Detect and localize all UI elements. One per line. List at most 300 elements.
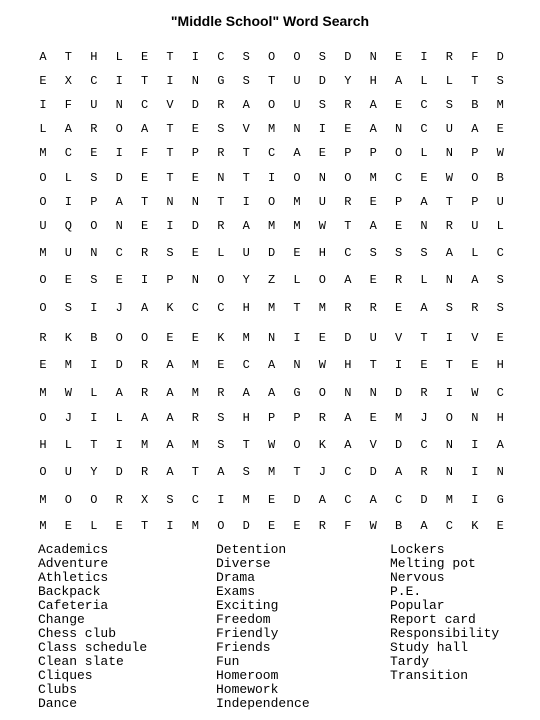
grid-letter: E bbox=[394, 301, 403, 315]
grid-letter: M bbox=[369, 171, 377, 185]
grid-letter: S bbox=[217, 122, 225, 136]
grid-letter: D bbox=[191, 98, 199, 112]
grid-letter: E bbox=[115, 273, 123, 287]
grid-letter: C bbox=[140, 98, 149, 112]
grid-letter: C bbox=[420, 438, 428, 452]
grid-letter: L bbox=[90, 386, 98, 400]
grid-letter: I bbox=[90, 411, 98, 425]
grid-letter: F bbox=[344, 519, 352, 533]
grid-letter: X bbox=[64, 74, 72, 88]
grid-letter: E bbox=[64, 519, 72, 533]
grid-letter: N bbox=[471, 411, 479, 425]
grid-letter: M bbox=[39, 386, 47, 400]
grid-letter: A bbox=[420, 301, 428, 315]
grid-letter: B bbox=[90, 331, 98, 345]
word-list-item: Melting pot bbox=[390, 556, 476, 571]
grid-letter: O bbox=[39, 411, 47, 425]
grid-letter: R bbox=[140, 246, 149, 260]
grid-letter: O bbox=[90, 219, 98, 233]
grid-letter: T bbox=[64, 50, 72, 64]
grid-letter: T bbox=[420, 331, 428, 345]
grid-letter: I bbox=[166, 219, 174, 233]
grid-letter: A bbox=[217, 465, 225, 479]
grid-letter: I bbox=[242, 195, 250, 209]
grid-letter: T bbox=[242, 438, 250, 452]
grid-letter: J bbox=[64, 411, 72, 425]
grid-letter: I bbox=[445, 331, 453, 345]
grid-letter: C bbox=[217, 50, 225, 64]
word-list-item: Nervous bbox=[390, 570, 445, 585]
grid-letter: E bbox=[39, 358, 47, 372]
grid-letter: N bbox=[344, 386, 352, 400]
grid-letter: M bbox=[293, 195, 301, 209]
grid-letter: I bbox=[318, 122, 326, 136]
grid-letter: V bbox=[242, 122, 250, 136]
grid-letter: C bbox=[90, 74, 98, 88]
grid-letter: I bbox=[217, 493, 225, 507]
grid-letter: I bbox=[90, 301, 98, 315]
grid-letter: O bbox=[394, 146, 403, 160]
word-list-item: Dance bbox=[38, 696, 78, 711]
grid-letter: P bbox=[369, 146, 377, 160]
grid-letter: U bbox=[39, 219, 47, 233]
grid-letter: A bbox=[344, 438, 352, 452]
grid-letter: M bbox=[394, 411, 403, 425]
grid-letter: W bbox=[369, 519, 377, 533]
grid-letter: L bbox=[115, 411, 123, 425]
grid-letter: S bbox=[369, 246, 377, 260]
grid-letter: O bbox=[445, 411, 453, 425]
word-list-item: Adventure bbox=[38, 556, 109, 571]
grid-letter: M bbox=[293, 219, 301, 233]
grid-letter: T bbox=[166, 171, 174, 185]
word-list-item: Friends bbox=[216, 640, 271, 655]
grid-letter: I bbox=[64, 195, 72, 209]
grid-letter: N bbox=[420, 219, 428, 233]
grid-letter: W bbox=[267, 438, 276, 452]
grid-letter: D bbox=[115, 171, 123, 185]
grid-letter: E bbox=[293, 519, 301, 533]
grid-letter: D bbox=[394, 438, 403, 452]
grid-letter: R bbox=[191, 411, 199, 425]
grid-letter: N bbox=[191, 273, 199, 287]
grid-letter: N bbox=[445, 273, 453, 287]
grid-letter: W bbox=[471, 386, 479, 400]
grid-letter: E bbox=[166, 331, 174, 345]
grid-letter: A bbox=[242, 219, 250, 233]
grid-letter: O bbox=[115, 331, 123, 345]
grid-letter: M bbox=[242, 493, 250, 507]
grid-letter: M bbox=[267, 219, 276, 233]
grid-letter: A bbox=[496, 438, 504, 452]
word-list-item: Freedom bbox=[216, 612, 271, 627]
grid-letter: I bbox=[471, 465, 479, 479]
grid-letter: N bbox=[293, 358, 301, 372]
grid-letter: E bbox=[191, 331, 199, 345]
grid-letter: L bbox=[496, 219, 504, 233]
word-list-item: Academics bbox=[38, 542, 109, 557]
grid-letter: L bbox=[420, 74, 428, 88]
grid-letter: V bbox=[369, 438, 377, 452]
grid-letter: R bbox=[471, 301, 479, 315]
grid-letter: M bbox=[191, 438, 199, 452]
grid-letter: A bbox=[369, 122, 377, 136]
word-list-item: Independence bbox=[216, 696, 310, 711]
grid-letter: C bbox=[445, 519, 453, 533]
grid-letter: N bbox=[394, 122, 403, 136]
grid-letter: R bbox=[140, 358, 149, 372]
grid-letter: R bbox=[217, 98, 225, 112]
grid-letter: V bbox=[166, 98, 174, 112]
grid-letter: C bbox=[64, 146, 72, 160]
grid-letter: L bbox=[420, 146, 428, 160]
grid-letter: E bbox=[293, 246, 301, 260]
grid-letter: E bbox=[115, 519, 123, 533]
grid-letter: H bbox=[242, 301, 250, 315]
grid-letter: Q bbox=[64, 219, 72, 233]
grid-letter: O bbox=[90, 493, 98, 507]
grid-letter: S bbox=[445, 301, 453, 315]
grid-letter: T bbox=[471, 74, 479, 88]
grid-letter: T bbox=[344, 219, 352, 233]
grid-letter: B bbox=[471, 98, 479, 112]
grid-letter: N bbox=[191, 74, 199, 88]
grid-letter: E bbox=[217, 358, 225, 372]
grid-letter: S bbox=[242, 50, 250, 64]
word-list-item: Clubs bbox=[38, 682, 78, 697]
grid-letter: S bbox=[217, 438, 225, 452]
grid-letter: B bbox=[394, 519, 403, 533]
grid-letter: L bbox=[293, 273, 301, 287]
grid-letter: O bbox=[39, 195, 47, 209]
grid-letter: D bbox=[318, 74, 326, 88]
grid-letter: E bbox=[344, 122, 352, 136]
grid-letter: N bbox=[267, 331, 276, 345]
grid-letter: V bbox=[394, 331, 403, 345]
word-list-item: Change bbox=[38, 612, 85, 627]
grid-letter: E bbox=[64, 273, 72, 287]
grid-letter: D bbox=[344, 50, 352, 64]
grid-letter: N bbox=[445, 438, 453, 452]
grid-letter: E bbox=[267, 493, 276, 507]
grid-letter: O bbox=[39, 465, 47, 479]
grid-letter: O bbox=[471, 171, 479, 185]
grid-letter: E bbox=[394, 98, 403, 112]
grid-letter: W bbox=[496, 146, 504, 160]
grid-letter: O bbox=[39, 301, 47, 315]
word-list-item: Athletics bbox=[38, 570, 109, 585]
grid-letter: J bbox=[420, 411, 428, 425]
grid-letter: Y bbox=[344, 74, 352, 88]
grid-letter: A bbox=[267, 386, 276, 400]
word-list-item: Responsibility bbox=[390, 626, 500, 641]
grid-letter: E bbox=[420, 171, 428, 185]
grid-letter: J bbox=[115, 301, 123, 315]
grid-letter: X bbox=[140, 493, 149, 507]
grid-letter: A bbox=[318, 493, 326, 507]
grid-letter: R bbox=[140, 386, 149, 400]
word-list-item: Exams bbox=[216, 584, 256, 599]
grid-letter: R bbox=[369, 301, 377, 315]
grid-letter: I bbox=[115, 146, 123, 160]
word-list-item: Lockers bbox=[390, 542, 445, 557]
grid-letter: P bbox=[267, 411, 276, 425]
grid-letter: N bbox=[318, 171, 326, 185]
grid-letter: I bbox=[471, 438, 479, 452]
grid-letter: K bbox=[166, 301, 174, 315]
grid-letter: M bbox=[140, 438, 149, 452]
grid-letter: D bbox=[115, 358, 123, 372]
grid-letter: C bbox=[394, 493, 403, 507]
grid-letter: M bbox=[445, 493, 453, 507]
grid-letter: P bbox=[344, 146, 352, 160]
grid-letter: T bbox=[191, 465, 199, 479]
grid-letter: R bbox=[344, 195, 352, 209]
grid-letter: O bbox=[217, 273, 225, 287]
grid-letter: A bbox=[166, 465, 174, 479]
grid-letter: S bbox=[64, 301, 72, 315]
grid-letter: W bbox=[445, 171, 453, 185]
grid-letter: L bbox=[445, 74, 453, 88]
grid-letter: O bbox=[140, 331, 149, 345]
grid-letter: C bbox=[344, 246, 352, 260]
grid-letter: P bbox=[471, 146, 479, 160]
grid-letter: K bbox=[471, 519, 479, 533]
grid-letter: R bbox=[217, 219, 225, 233]
grid-letter: R bbox=[318, 411, 326, 425]
grid-letter: S bbox=[166, 493, 174, 507]
grid-letter: C bbox=[242, 358, 250, 372]
grid-letter: L bbox=[420, 273, 428, 287]
grid-letter: S bbox=[318, 50, 326, 64]
grid-letter: E bbox=[140, 219, 149, 233]
grid-letter: L bbox=[217, 246, 225, 260]
grid-letter: I bbox=[191, 50, 199, 64]
grid-letter: O bbox=[217, 519, 225, 533]
grid-letter: A bbox=[420, 195, 428, 209]
grid-letter: H bbox=[90, 50, 98, 64]
grid-letter: I bbox=[166, 74, 174, 88]
grid-letter: M bbox=[191, 386, 199, 400]
grid-letter: T bbox=[217, 195, 225, 209]
grid-letter: D bbox=[420, 493, 428, 507]
grid-letter: U bbox=[496, 195, 504, 209]
grid-letter: N bbox=[369, 386, 377, 400]
grid-letter: R bbox=[140, 465, 149, 479]
grid-letter: A bbox=[242, 98, 250, 112]
grid-letter: A bbox=[140, 122, 149, 136]
grid-letter: T bbox=[445, 195, 453, 209]
grid-letter: R bbox=[39, 331, 47, 345]
grid-letter: I bbox=[140, 273, 149, 287]
grid-letter: O bbox=[344, 171, 352, 185]
grid-letter: K bbox=[64, 331, 72, 345]
grid-letter: T bbox=[293, 465, 301, 479]
grid-letter: H bbox=[496, 358, 504, 372]
grid-letter: E bbox=[318, 331, 326, 345]
grid-letter: R bbox=[217, 146, 225, 160]
grid-letter: A bbox=[344, 411, 352, 425]
grid-letter: U bbox=[64, 246, 72, 260]
grid-letter: I bbox=[39, 98, 47, 112]
grid-letter: I bbox=[90, 358, 98, 372]
grid-letter: U bbox=[90, 98, 98, 112]
grid-letter: C bbox=[496, 246, 504, 260]
grid-letter: U bbox=[445, 122, 453, 136]
word-list-item: Homework bbox=[216, 682, 279, 697]
grid-letter: P bbox=[166, 273, 174, 287]
grid-letter: G bbox=[496, 493, 504, 507]
grid-letter: F bbox=[64, 98, 72, 112]
grid-letter: D bbox=[267, 246, 276, 260]
grid-letter: R bbox=[445, 50, 453, 64]
grid-letter: R bbox=[344, 98, 352, 112]
grid-letter: I bbox=[420, 50, 428, 64]
word-list-item: Homeroom bbox=[216, 668, 279, 683]
grid-letter: T bbox=[293, 301, 301, 315]
grid-letter: E bbox=[496, 519, 504, 533]
grid-letter: U bbox=[293, 74, 301, 88]
grid-letter: A bbox=[166, 358, 174, 372]
grid-letter: T bbox=[242, 146, 250, 160]
grid-letter: M bbox=[64, 358, 72, 372]
grid-letter: E bbox=[369, 195, 377, 209]
word-list-item: Chess club bbox=[38, 626, 117, 641]
grid-letter: A bbox=[471, 273, 479, 287]
word-list-item: Diverse bbox=[216, 556, 271, 571]
grid-letter: M bbox=[39, 493, 47, 507]
grid-letter: R bbox=[420, 465, 428, 479]
page-title: "Middle School" Word Search bbox=[170, 13, 370, 29]
grid-letter: E bbox=[191, 171, 199, 185]
grid-letter: O bbox=[115, 122, 123, 136]
grid-letter: K bbox=[217, 331, 225, 345]
grid-letter: M bbox=[39, 519, 47, 533]
grid-letter: E bbox=[369, 273, 377, 287]
grid-letter: F bbox=[471, 50, 479, 64]
grid-letter: E bbox=[420, 358, 428, 372]
grid-letter: K bbox=[318, 438, 326, 452]
word-list-item: Detention bbox=[216, 542, 287, 557]
grid-letter: I bbox=[115, 74, 123, 88]
grid-letter: M bbox=[267, 301, 276, 315]
grid-letter: S bbox=[242, 74, 250, 88]
grid-letter: A bbox=[420, 519, 428, 533]
grid-letter: L bbox=[39, 122, 47, 136]
grid-letter: S bbox=[318, 98, 326, 112]
grid-letter: U bbox=[64, 465, 72, 479]
grid-letter: I bbox=[267, 171, 276, 185]
grid-letter: N bbox=[496, 465, 504, 479]
grid-letter: N bbox=[217, 171, 225, 185]
word-list-item: Report card bbox=[390, 612, 476, 627]
grid-letter: T bbox=[166, 50, 174, 64]
grid-letter: P bbox=[471, 195, 479, 209]
grid-letter: R bbox=[344, 301, 352, 315]
grid-letter: N bbox=[115, 98, 123, 112]
grid-letter: E bbox=[496, 331, 504, 345]
grid-letter: E bbox=[471, 358, 479, 372]
grid-letter: E bbox=[191, 122, 199, 136]
grid-letter: T bbox=[140, 195, 149, 209]
grid-letter: S bbox=[166, 246, 174, 260]
grid-letter: N bbox=[445, 146, 453, 160]
grid-letter: T bbox=[166, 146, 174, 160]
grid-letter: E bbox=[191, 246, 199, 260]
grid-letter: U bbox=[293, 98, 301, 112]
grid-letter: C bbox=[344, 493, 352, 507]
grid-letter: A bbox=[115, 195, 123, 209]
grid-letter: C bbox=[217, 301, 225, 315]
grid-letter: F bbox=[140, 146, 149, 160]
grid-letter: C bbox=[394, 171, 403, 185]
grid-letter: A bbox=[394, 465, 403, 479]
grid-letter: R bbox=[318, 519, 326, 533]
grid-letter: A bbox=[293, 146, 301, 160]
grid-letter: T bbox=[140, 74, 149, 88]
grid-letter: P bbox=[293, 411, 301, 425]
grid-letter: T bbox=[242, 171, 250, 185]
word-list-item: Popular bbox=[390, 598, 445, 613]
grid-letter: D bbox=[369, 465, 377, 479]
grid-letter: N bbox=[90, 246, 98, 260]
grid-letter: O bbox=[293, 438, 301, 452]
grid-letter: D bbox=[293, 493, 301, 507]
grid-letter: M bbox=[267, 465, 276, 479]
grid-letter: N bbox=[115, 219, 123, 233]
grid-letter: O bbox=[64, 493, 72, 507]
grid-letter: O bbox=[267, 98, 276, 112]
word-list-item: Backpack bbox=[38, 584, 101, 599]
grid-letter: A bbox=[471, 122, 479, 136]
grid-letter: C bbox=[191, 301, 199, 315]
grid-letter: M bbox=[242, 331, 250, 345]
grid-letter: W bbox=[318, 358, 326, 372]
grid-letter: I bbox=[166, 519, 174, 533]
grid-letter: U bbox=[242, 246, 250, 260]
grid-letter: N bbox=[293, 122, 301, 136]
grid-letter: E bbox=[318, 146, 326, 160]
grid-letter: N bbox=[191, 195, 199, 209]
grid-letter: P bbox=[90, 195, 98, 209]
word-list-item: Friendly bbox=[216, 626, 279, 641]
grid-letter: N bbox=[369, 50, 377, 64]
grid-letter: C bbox=[420, 122, 428, 136]
grid-letter: E bbox=[267, 519, 276, 533]
grid-letter: W bbox=[318, 219, 326, 233]
grid-letter: M bbox=[191, 358, 199, 372]
grid-letter: I bbox=[115, 438, 123, 452]
grid-letter: W bbox=[64, 386, 72, 400]
word-list-item: Fun bbox=[216, 654, 240, 669]
grid-letter: L bbox=[64, 171, 72, 185]
grid-letter: S bbox=[394, 246, 403, 260]
grid-letter: E bbox=[140, 171, 149, 185]
grid-letter: R bbox=[445, 219, 453, 233]
grid-letter: O bbox=[318, 386, 326, 400]
word-list-item: Drama bbox=[216, 570, 256, 585]
grid-letter: M bbox=[39, 146, 47, 160]
word-list-item: Cafeteria bbox=[38, 598, 109, 613]
grid-letter: A bbox=[140, 411, 149, 425]
grid-letter: I bbox=[445, 386, 453, 400]
word-list-column-2 bbox=[216, 543, 310, 711]
grid-letter: G bbox=[293, 386, 301, 400]
grid-letter: A bbox=[267, 358, 276, 372]
grid-letter: A bbox=[394, 74, 403, 88]
grid-letter: A bbox=[166, 411, 174, 425]
grid-letter: Y bbox=[90, 465, 98, 479]
